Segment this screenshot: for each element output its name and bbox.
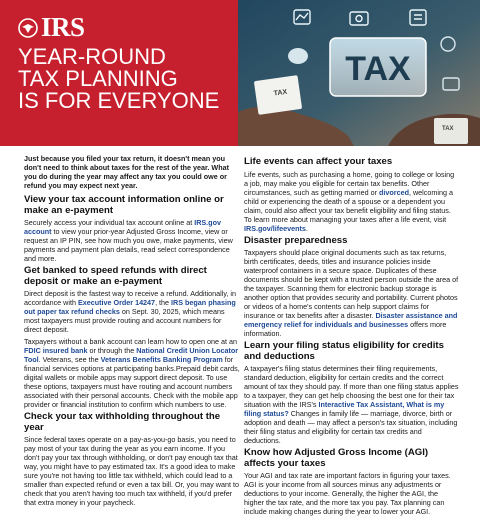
headline-line-1: YEAR-ROUND xyxy=(18,44,166,69)
paragraph-text: Changes in family life — marriage, divorce, birth or adoption and death — may affect a person's tax situation, including their filing status and eligibility for certain tax credits and deductions. xyxy=(244,409,458,445)
section-heading: Know how Adjusted Gross Income (AGI) affects your taxes xyxy=(244,447,429,469)
headline-line-3: IS FOR EVERYONE xyxy=(18,88,220,113)
paragraph-text: Since federal taxes operate on a pay-as-you-go basis, you need to pay most of your tax during the year as you earn income. If you don't pay your tax through withholding, or don't pay enough tax that way, you might have to pay estimated tax. It's a good idea to make sure you're not having too little tax withheld, which could lead to a smaller than expected refund or even a tax bill. Or, you may want to check that you aren't having too much tax withheld, if you'd prefer that extra money in your paycheck. xyxy=(24,435,239,507)
section-paragraph xyxy=(24,435,240,507)
paragraph-text: to view your prior-year Adjusted Gross Income, view or request an IP PIN, see how much you owe, make payments, view payments and payment plan details, read select correspondence and more. xyxy=(24,227,233,263)
paragraph-text: Securely access your individual tax account online at xyxy=(24,218,195,227)
paragraph-text: Life events, such as purchasing a home, going to college or losing a job, may make you eligible for certain tax benefits. Other circumstances, such as getting married or xyxy=(244,169,455,197)
inline-link[interactable]: National Credit Union Locator Tool xyxy=(24,346,239,364)
article-body xyxy=(0,154,480,516)
inline-link[interactable]: IRS.gov account xyxy=(24,218,221,236)
section-paragraph xyxy=(24,289,240,334)
section-paragraph xyxy=(244,364,460,445)
inline-link[interactable]: divorced xyxy=(379,187,409,197)
paragraph-text: . Veterans, see the xyxy=(38,355,101,364)
paragraph-text: offers more information. xyxy=(244,320,447,338)
eagle-seal-icon xyxy=(18,18,38,38)
paragraph-text: Direct deposit is the fastest way to receive a refund. Additionally, in accordance with xyxy=(24,289,237,307)
section-paragraph xyxy=(24,218,240,263)
inline-link[interactable]: Veterans Benefits Banking Program xyxy=(100,355,223,364)
left-sections xyxy=(24,195,240,507)
inline-link[interactable]: FDIC insured bank xyxy=(24,346,88,355)
paragraph-text: Your AGI and tax rate are important factors in figuring your taxes. AGI is your income from all sources minus any adjustments or deductions to your income. Generally, the higher the AGI, the higher the tax rate, and the more tax you pay. Tax planning can include making changes during the year to lower your AGI. xyxy=(244,471,451,516)
logo-text: IRS xyxy=(41,12,85,42)
paragraph-text: or through the xyxy=(87,346,137,355)
section-paragraph xyxy=(244,471,460,516)
headline-line-2: TAX PLANNING xyxy=(18,66,178,91)
right-sections xyxy=(244,157,460,516)
inline-link[interactable]: Executive Order 14247 xyxy=(77,298,156,307)
inline-link[interactable]: Disaster assistance and emergency relief for individuals and businesses xyxy=(244,311,458,329)
inline-link[interactable]: Interactive Tax Assistant, What is my filing status? xyxy=(244,400,445,418)
paragraph-text: for financial services options at participating banks.Prepaid debit cards, digital wallets or mobile apps may support direct deposit. To use these options, taxpayers must have routing and account numbers associated with their personal accounts. Check with the mobile app provider or financial institution to confirm which numbers to use. xyxy=(24,355,240,409)
section-paragraph xyxy=(244,170,460,233)
paragraph-text: Taxpayers should place original documents such as tax returns, birth certificates, deeds, titles and insurance policies inside waterproof containers in a secure space. Duplicates of these documents should be kept with a trusted person outside the area of the taxpayer. Scanning them for electronic backup storage is another option that provides security and portability. Current photos or videos of a home's contents can help support claims for insurance or tax benefits after a disaster. xyxy=(244,248,459,320)
section-heading: View your tax account information online or make an e-payment xyxy=(24,194,224,216)
paragraph-text: , the xyxy=(155,298,172,307)
section-heading: Get banked to speed refunds with direct deposit or make an e-payment xyxy=(24,265,207,287)
paragraph-text: A taxpayer's filing status determines their filing requirements, standard deduction, eligibility for certain credits and the correct amount of tax they should pay. If more than one filing status applies to a taxpayer, they can get help choosing the best one for their tax situation with the IRS's xyxy=(244,364,459,409)
page-title xyxy=(18,46,219,112)
header-banner xyxy=(0,0,480,146)
section-heading: Disaster preparedness xyxy=(244,234,348,246)
paragraph-text: , welcoming a child or experiencing the death of a spouse or a dependent you claim, could also affect your tax benefit eligibility and filing status. To learn more about managing your taxes after a life event, visit xyxy=(244,187,453,224)
section-heading: Life events can affect your taxes xyxy=(244,156,393,167)
tax-hero-photo xyxy=(238,0,480,146)
irs-logo xyxy=(18,12,85,43)
section-paragraph xyxy=(24,337,240,409)
tax-doc-label: TAX xyxy=(273,88,288,98)
right-column xyxy=(244,154,460,519)
inline-link[interactable]: IRS began phasing out paper tax refund checks xyxy=(24,298,236,316)
paragraph-text: on Sept. 30, 2025, which means most taxpayers must provide routing and account numbers for direct deposit. xyxy=(24,307,225,334)
inline-link[interactable]: IRS.gov/lifeevents xyxy=(244,223,306,233)
paragraph-text: . xyxy=(305,223,308,233)
section-heading: Check your tax withholding throughout the year xyxy=(24,411,221,433)
section-heading: Learn your filing status eligibility for credits and deductions xyxy=(244,340,444,362)
left-column xyxy=(24,154,240,510)
tax-screen-label: TAX xyxy=(345,50,411,88)
section-paragraph xyxy=(244,248,460,338)
calculator-label: TAX xyxy=(442,126,454,132)
paragraph-text: Taxpayers without a bank account can learn how to open one at an xyxy=(24,337,237,346)
intro-paragraph: Just because you filed your tax return, it doesn't mean you don't need to think about taxes for the rest of the year. What you do during the year may affect any tax you could owe or refund you may expect next year. xyxy=(24,154,229,190)
